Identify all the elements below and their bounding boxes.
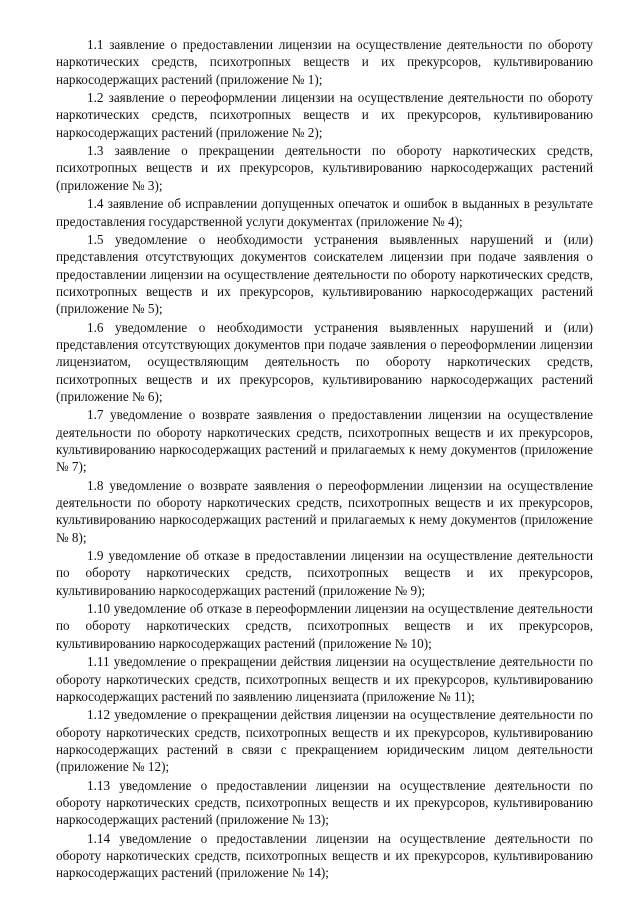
paragraph-1-12: 1.12 уведомление о прекращении действия лицензии на осуществление деятельности по обороту наркотических средств, психотропных веществ и их прекурсоров, культивированию наркосодержащих растений в связи с прекращением юридическим лицом деятельности (приложение № 12);	[56, 707, 593, 775]
paragraph-1-5: 1.5 уведомление о необходимости устранения выявленных нарушений и (или) представления отсутствующих документов соискателем лицензии при подаче заявления о предоставлении лицензии на осуществление деятельности по обороту наркотических средств, психотропных веществ и их прекурсоров, культивированию наркосодержащих растений (приложение № 5);	[56, 232, 593, 317]
paragraph-1-6: 1.6 уведомление о необходимости устранения выявленных нарушений и (или) представления отсутствующих документов при подаче заявления о переоформлении лицензии лицензиатом, осуществляющим деятельность по обороту наркотических средств, психотропных веществ и их прекурсоров, культивированию наркосодержащих растений (приложение № 6);	[56, 319, 593, 404]
paragraph-1-4: 1.4 заявление об исправлении допущенных опечаток и ошибок в выданных в результате предоставления государственной услуги документах (приложение № 4);	[56, 196, 593, 229]
paragraph-1-11: 1.11 уведомление о прекращении действия лицензии на осуществление деятельности по обороту наркотических средств, психотропных веществ и их прекурсоров, культивированию наркосодержащих растений по заявлению лицензиата (приложение № 11);	[56, 654, 593, 704]
paragraph-1-7: 1.7 уведомление о возврате заявления о предоставлении лицензии на осуществление деятельности по обороту наркотических средств, психотропных веществ и их прекурсоров, культивированию наркосодержащих растений и прилагаемых к нему документов (приложение № 7);	[56, 407, 593, 475]
paragraph-1-2: 1.2 заявление о переоформлении лицензии на осуществление деятельности по обороту наркотических средств, психотропных веществ и их прекурсоров, культивированию наркосодержащих растений (приложение № 2);	[56, 90, 593, 140]
paragraph-1-14: 1.14 уведомление о предоставлении лицензии на осуществление деятельности по обороту наркотических средств, психотропных веществ и их прекурсоров, культивированию наркосодержащих растений (приложение № 14);	[56, 830, 593, 881]
paragraph-1-3: 1.3 заявление о прекращении деятельности по обороту наркотических средств, психотропных веществ и их прекурсоров, культивированию наркосодержащих растений (приложение № 3);	[56, 143, 593, 193]
paragraph-1-9: 1.9 уведомление об отказе в предоставлении лицензии на осуществление деятельности по обороту наркотических средств, психотропных веществ и их прекурсоров, культивированию наркосодержащих растений (приложение № 9);	[56, 548, 593, 598]
paragraph-1-1: 1.1 заявление о предоставлении лицензии на осуществление деятельности по обороту наркотических средств, психотропных веществ и их прекурсоров, культивированию наркосодержащих растений (приложение № 1);	[56, 37, 593, 87]
paragraph-1-8: 1.8 уведомление о возврате заявления о переоформлении лицензии на осуществление деятельности по обороту наркотических средств, психотропных веществ и их прекурсоров, культивированию наркосодержащих растений и прилагаемых к нему документов (приложение № 8);	[56, 477, 593, 545]
paragraph-1-10: 1.10 уведомление об отказе в переоформлении лицензии на осуществление деятельности по обороту наркотических средств, психотропных веществ и их прекурсоров, культивированию наркосодержащих растений (приложение № 10);	[56, 601, 593, 651]
paragraph-1-13: 1.13 уведомление о предоставлении лицензии на осуществление деятельности по обороту наркотических средств, психотропных веществ и их прекурсоров, культивированию наркосодержащих растений (приложение № 13);	[56, 777, 593, 828]
